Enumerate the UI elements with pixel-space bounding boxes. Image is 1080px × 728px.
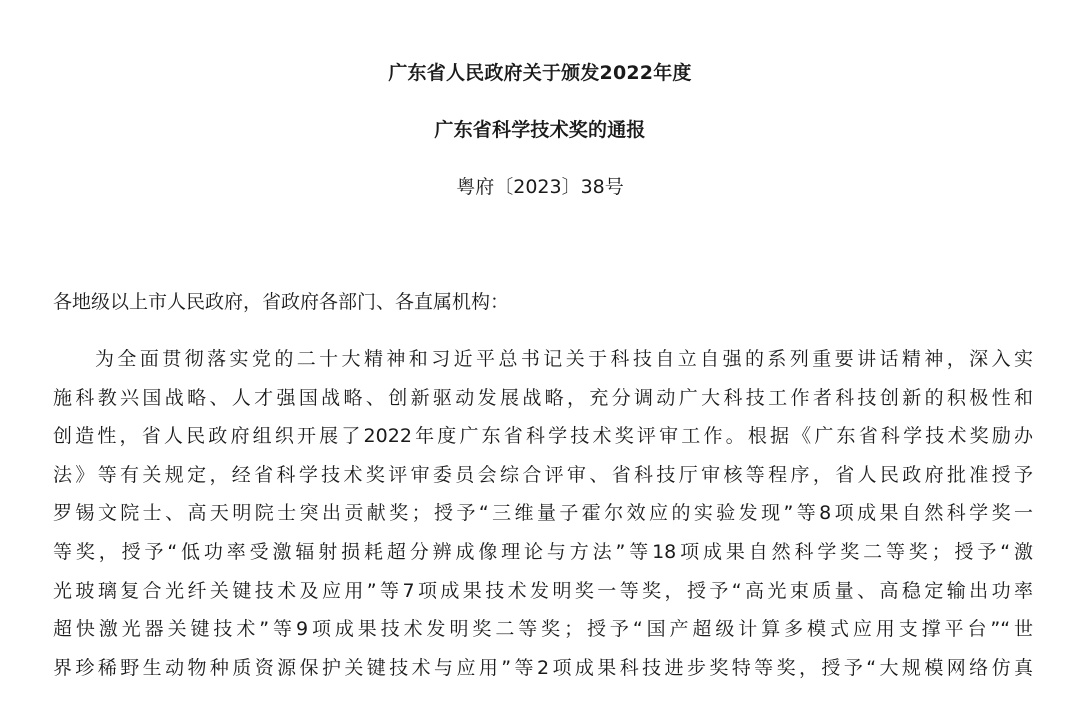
body-line: 界珍稀野生动物种质资源保护关键技术与应用”等2项成果科技进步奖特等奖，授予“大规模网络仿真 <box>53 656 1033 679</box>
body-line: 超快激光器关键技术”等9项成果技术发明奖二等奖；授予“国产超级计算多模式应用支撑平台”“世 <box>53 618 1033 641</box>
document-title-line-1: 广东省人民政府关于颁发2022年度 <box>388 62 692 84</box>
body-line: 施科教兴国战略、人才强国战略、创新驱动发展战略，充分调动广大科技工作者科技创新的积极性和 <box>53 386 1033 409</box>
body-line: 为全面贯彻落实党的二十大精神和习近平总书记关于科技自立自强的系列重要讲话精神，深入实 <box>95 348 1033 370</box>
body-line: 创造性，省人民政府组织开展了2022年度广东省科学技术奖评审工作。根据《广东省科学技术奖励办 <box>53 425 1033 448</box>
salutation: 各地级以上市人民政府，省政府各部门、各直属机构： <box>53 291 510 313</box>
body-line: 罗锡文院士、高天明院士突出贡献奖；授予“三维量子霍尔效应的实验发现”等8项成果自然科学奖一 <box>53 502 1033 525</box>
body-line: 光玻璃复合光纤关键技术及应用”等7项成果技术发明奖一等奖，授予“高光束质量、高稳定输出功率 <box>53 579 1033 602</box>
body-line: 法》等有关规定，经省科学技术奖评审委员会综合评审、省科技厅审核等程序，省人民政府批准授予 <box>53 463 1033 486</box>
document-number: 粤府〔2023〕38号 <box>456 176 624 198</box>
body-paragraph <box>53 344 1033 691</box>
document-title-line-2: 广东省科学技术奖的通报 <box>434 119 646 141</box>
body-line: 等奖，授予“低功率受激辐射损耗超分辨成像理论与方法”等18项成果自然科学奖二等奖；授予“激 <box>53 540 1033 563</box>
